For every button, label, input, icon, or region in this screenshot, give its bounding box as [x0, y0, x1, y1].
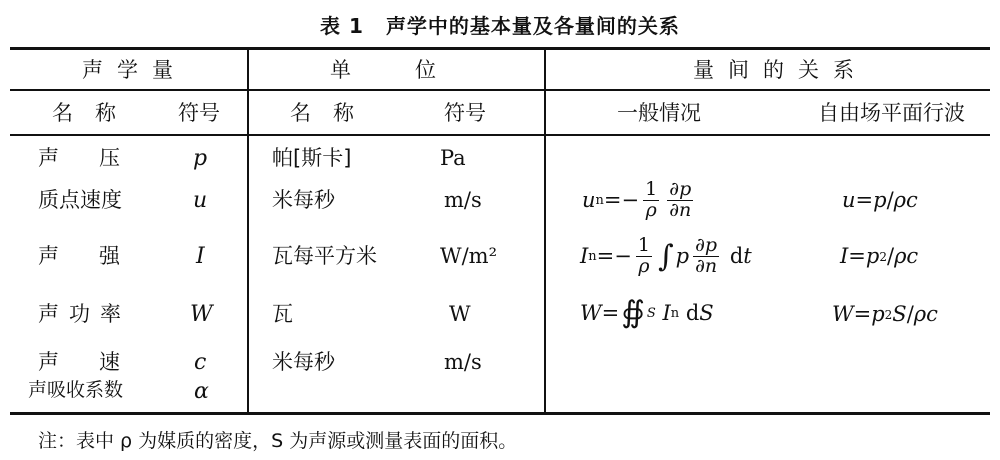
row-name: 质点速度: [38, 188, 122, 212]
header-acoustic-quantity: 声学量: [82, 58, 187, 82]
row-symbol: c: [194, 350, 207, 375]
fraction: $\frac{1}{\rho}$: [637, 234, 650, 278]
subheader-symbol: 符号: [178, 101, 220, 125]
header-divider: [10, 89, 990, 91]
formula-power-general: W = ∯ S I n d S: [580, 295, 714, 330]
row-name: 声功率: [38, 302, 131, 326]
formula-velocity-free: u = p / ρc: [842, 188, 918, 212]
row-unit-symbol: W: [449, 302, 471, 326]
row-unit-name: 米每秒: [272, 188, 335, 212]
column-divider-1: [247, 48, 249, 413]
fraction: $\frac{\partial p}{\partial n}$: [695, 234, 718, 278]
row-unit-symbol: m/s: [444, 188, 482, 212]
row-symbol: I: [196, 244, 205, 269]
fraction: $\frac{1}{\rho}$: [645, 178, 658, 222]
row-unit-name: 米每秒: [272, 350, 335, 374]
row-name: 声压: [38, 146, 160, 170]
header-relations: 量间的关系: [693, 58, 868, 82]
top-rule: [10, 47, 990, 50]
surface-integral-icon: ∯: [621, 295, 645, 330]
subheader-name: 名称: [52, 101, 138, 125]
row-unit-symbol: W/m²: [440, 244, 497, 268]
header-unit-text: 单位: [330, 58, 500, 82]
formula-velocity-general: u n =− $\frac{1}{\rho}$ $\frac{\partial p}{\partial n}$: [582, 178, 692, 222]
header-unit: [330, 58, 500, 82]
row-symbol: p: [193, 146, 208, 171]
subheader-unit-symbol: 符号: [444, 101, 486, 125]
row-symbol: α: [194, 379, 209, 404]
formula-intensity-general: I n =− $\frac{1}{\rho}$ ∫ p $\frac{\partial p}{\partial n}$ dt: [580, 234, 752, 278]
fraction: $\frac{\partial p}{\partial n}$: [669, 178, 692, 222]
integral-icon: ∫: [657, 238, 674, 274]
subheader-general: 一般情况: [617, 101, 701, 125]
formula-intensity-free: I = p 2 / ρc: [840, 244, 919, 268]
column-divider-2: [544, 48, 546, 413]
table-number: 表 1: [320, 14, 364, 38]
table-caption: [0, 10, 1000, 39]
row-symbol: W: [190, 302, 213, 327]
row-name: 声强: [38, 244, 160, 268]
row-name: 声速: [38, 350, 160, 374]
row-symbol: u: [193, 188, 208, 213]
subheader-free-field: 自由场平面行波: [818, 101, 965, 125]
table-note: 注：表中 ρ 为媒质的密度，S 为声源或测量表面的面积。: [38, 430, 518, 452]
row-name: 声吸收系数: [28, 379, 124, 401]
row-unit-name: 帕[斯卡]: [272, 146, 352, 170]
subheader-unit-name: 名称: [290, 101, 376, 125]
table-title: 声学中的基本量及各量间的关系: [385, 14, 680, 38]
row-unit-name: 瓦: [272, 302, 293, 326]
row-unit-symbol: Pa: [440, 146, 466, 170]
formula-power-free: W = p 2 S / ρc: [832, 302, 938, 326]
row-unit-name: 瓦每平方米: [272, 244, 377, 268]
subheader-divider: [10, 134, 990, 136]
row-unit-symbol: m/s: [444, 350, 482, 374]
bottom-rule: [10, 412, 990, 415]
